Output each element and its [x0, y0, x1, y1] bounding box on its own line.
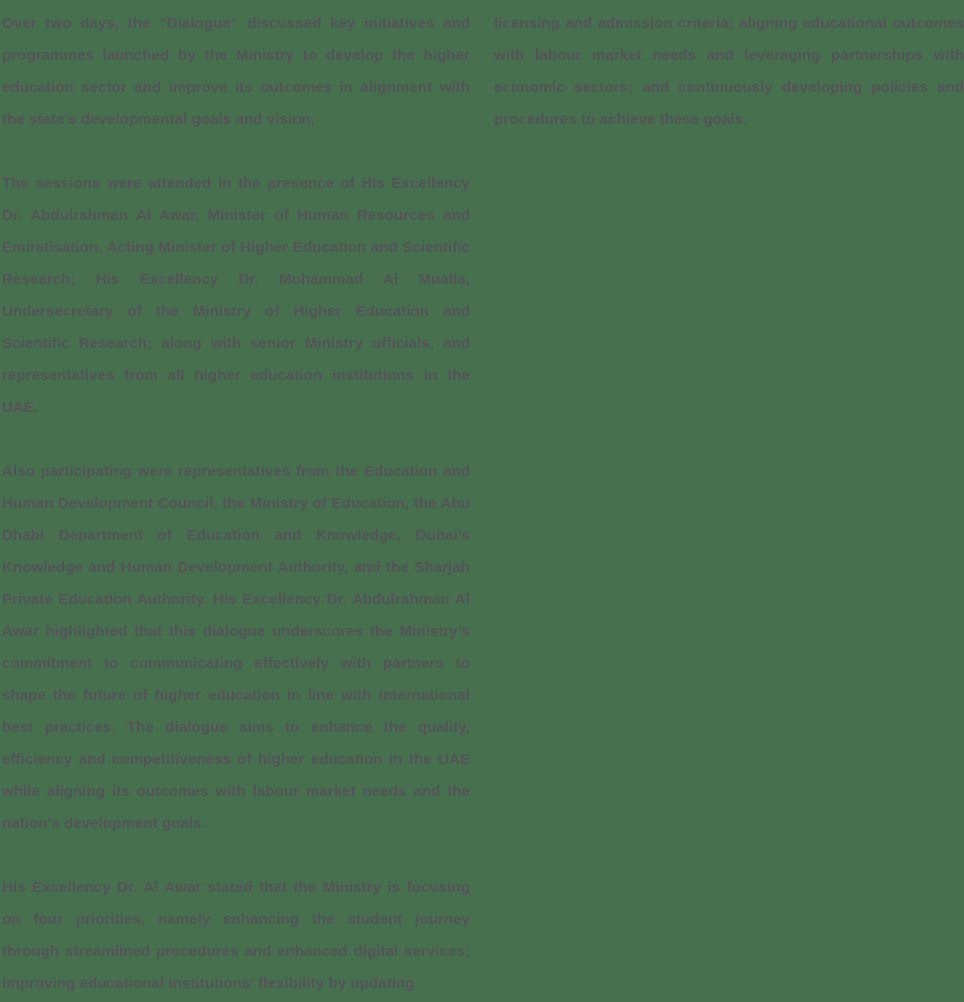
paragraph-priorities-start: His Excellency Dr. Al Awar stated that the Ministry is focusing on four priorities, namely enhancing the student journey through streamlined procedures and enhanced digital services; improving educational institutions’ flexibility by updating: [2, 879, 470, 992]
paragraph-overview: Over two days, the “Dialogue” discussed key initiatives and programmes launched by the Ministry to develop the higher education sector and improve its outcomes in alignment with the state’s developmental goals and vision.: [2, 15, 470, 128]
left-column: [2, 8, 470, 1002]
paragraph-attendees: The sessions were attended in the presence of His Excellency Dr. Abdulrahman Al Awar, Minister of Human Resources and Emiratisation, Acting Minister of Higher Education and Scientific Research; His Excellency Dr. Mohammad Al Mualla, Undersecretary of the Ministry of Higher Education and Scientific Research; along with senior Ministry officials, and representatives from all higher education institutions in the UAE.: [2, 175, 470, 416]
paragraph-priorities-continued: licensing and admission criteria; aligning educational outcomes with labour market needs and leveraging partnerships with economic sectors; and continuously developing policies and procedures to achieve these goals.: [494, 15, 964, 128]
right-column: [494, 8, 964, 1002]
paragraph-participants: Also participating were representatives from the Education and Human Development Council, the Ministry of Education, the Abu Dhabi Department of Education and Knowledge, Dubai’s Knowledge and Human Development Authority, and the Sharjah Private Education Authority. His Excellency Dr. Abdulrahman Al Awar highlighted that this dialogue underscores the Ministry’s commitment to communicating effectively with partners to shape the future of higher education in line with international best practices. The dialogue aims to enhance the quality, efficiency and competitiveness of higher education in the UAE while aligning its outcomes with labour market needs and the nation’s development goals.: [2, 463, 470, 832]
